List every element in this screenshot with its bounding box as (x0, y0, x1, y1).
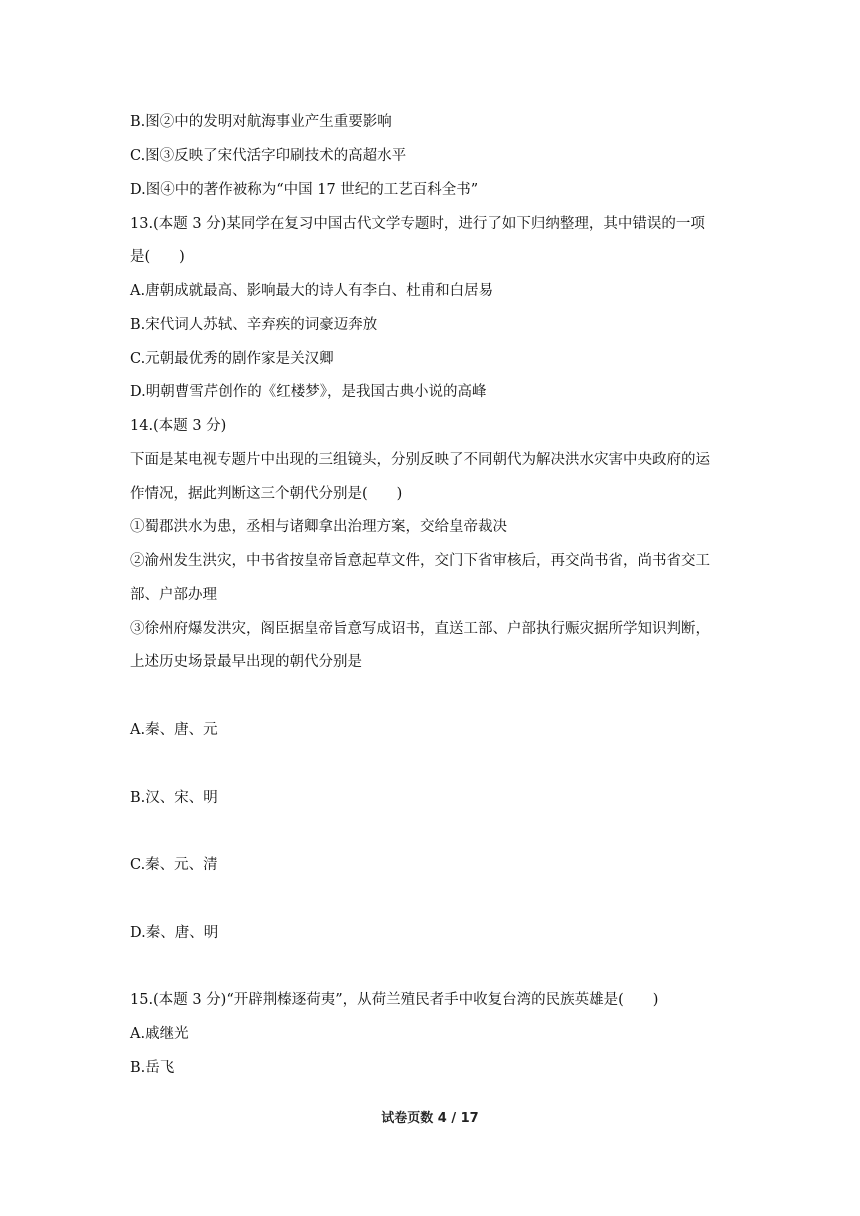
q15-option-a: A.戚继光 (130, 1026, 189, 1042)
q14-item2-line1: ②渝州发生洪灾，中书省按皇帝旨意起草文件，交门下省审核后，再交尚书省，尚书省交工 (130, 553, 710, 569)
q13-option-b: B.宋代词人苏轼、辛弃疾的词豪迈奔放 (130, 317, 378, 333)
q12-option-d: D.图④中的著作被称为“中国 17 世纪的工艺百科全书” (130, 182, 479, 198)
q14-option-a: A.秦、唐、元 (130, 722, 218, 738)
q14-stem-line2: 作情况，据此判断这三个朝代分别是( ) (130, 486, 403, 502)
q14-item2-line2: 部、户部办理 (130, 587, 217, 603)
q14-item1: ①蜀郡洪水为患，丞相与诸卿拿出治理方案，交给皇帝裁决 (130, 519, 507, 535)
q15-option-b: B.岳飞 (130, 1060, 175, 1076)
q13-option-a: A.唐朝成就最高、影响最大的诗人有李白、杜甫和白居易 (130, 283, 494, 299)
q13-option-c: C.元朝最优秀的剧作家是关汉卿 (130, 351, 334, 367)
q14-header: 14.(本题 3 分) (130, 418, 227, 434)
q14-option-c: C.秦、元、清 (130, 857, 218, 873)
page-number-footer: 试卷页数 4 / 17 (381, 1111, 479, 1126)
q13-stem-line1: 13.(本题 3 分)某同学在复习中国古代文学专题时，进行了如下归纳整理，其中错误的一项 (130, 216, 705, 232)
q12-option-c: C.图③反映了宋代活字印刷技术的高超水平 (130, 148, 407, 164)
q14-option-b: B.汉、宋、明 (130, 790, 218, 806)
q14-option-d: D.秦、唐、明 (130, 925, 219, 941)
q13-stem-line2: 是( ) (130, 249, 185, 265)
q15-stem: 15.(本题 3 分)“开辟荆榛逐荷夷”，从荷兰殖民者手中收复台湾的民族英雄是( ) (130, 992, 659, 1008)
q13-option-d: D.明朝曹雪芹创作的《红楼梦》，是我国古典小说的高峰 (130, 384, 487, 400)
q14-stem-line1: 下面是某电视专题片中出现的三组镜头，分别反映了不同朝代为解决洪水灾害中央政府的运 (130, 452, 710, 468)
q12-option-b: B.图②中的发明对航海事业产生重要影响 (130, 114, 392, 130)
q14-item3-line2: 上述历史场景最早出现的朝代分别是 (130, 654, 362, 670)
q14-item3-line1: ③徐州府爆发洪灾，阁臣据皇帝旨意写成诏书，直送工部、户部执行赈灾据所学知识判断， (130, 621, 710, 637)
